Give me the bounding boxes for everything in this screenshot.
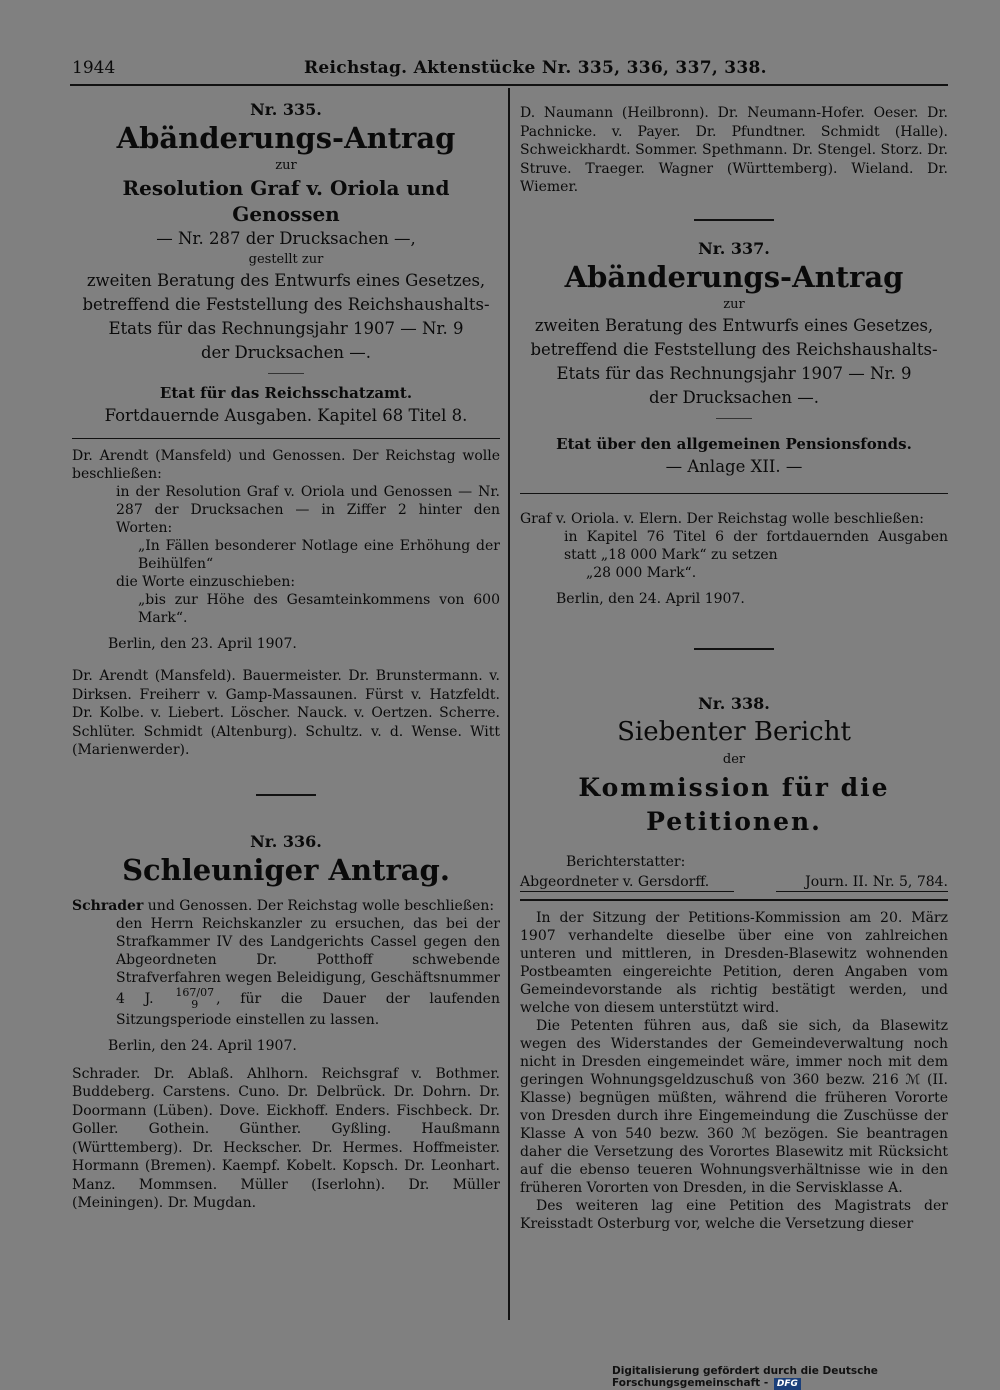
kommission-title: Kommission für die Petitionen. [578,772,890,836]
motion-date: Berlin, den 24. April 1907. [108,1037,297,1054]
reporter-line [520,853,948,893]
etat-subheading: Fortdauernde Ausgaben. Kapitel 68 Titel 8. [104,406,468,425]
page-number: 1944 [72,58,116,78]
report-paragraph-3: Des weiteren lag eine Petition des Magistrats der Kreisstadt Osterburg vor, welche die Versetzung dieser [520,1197,948,1232]
etat-heading: Etat über den allgemeinen Pensionsfonds. [556,434,912,453]
motion-body-2: , für die Dauer der laufenden Sitzungsperiode einstellen zu lassen. [116,990,500,1028]
fraction-denominator: 9 [191,997,199,1011]
section-divider [694,648,774,650]
section-rule [520,493,948,494]
motion-quote-1: „In Fällen besonderer Notlage eine Erhöhung der Beihülfen“ [138,538,500,572]
section-nr-336 [72,832,500,1213]
gestellt-label: gestellt zur [248,252,324,267]
section-divider [256,794,316,796]
motion-intro-rest: und Genossen. Der Reichstag wolle beschließen: [143,897,495,914]
right-column [520,104,948,1233]
running-title: Reichstag. Aktenstücke Nr. 335, 336, 337, 338. [304,58,767,78]
section-title: Abänderungs-Antrag [116,121,456,155]
reporter-label: Berichterstatter: [566,853,686,870]
section-nr-337 [520,239,948,608]
signatories: Dr. Arendt (Mansfeld). Bauermeister. Dr. Brunstermann. v. Dirksen. Freiherr v. Gamp-Massaunen. Fürst v. Hatzfeldt. Dr. Kolbe. v. Liebert. Löscher. Nauck. v. Oertzen. Scherre. Schlüter. Schmidt (Altenburg). Schultz. v. d. Wense. Witt (Marienwerder). [72,668,500,758]
running-header [72,58,952,84]
motion-date: Berlin, den 24. April 1907. [556,590,745,607]
motion-date: Berlin, den 23. April 1907. [108,636,297,652]
motion-text-1: in der Resolution Graf v. Oriola und Genossen — Nr. 287 der Drucksachen — in Ziffer 2 hinter den Worten: [116,484,500,536]
fraction-numerator: 167/07 [175,985,215,999]
beratung-line-4: der Drucksachen —. [649,387,819,407]
beratung-line-2: betreffend die Feststellung des Reichshaushalts- [82,295,490,314]
motion-text: in Kapitel 76 Titel 6 der fortdauernden Ausgaben statt „18 000 Mark“ zu setzen [564,528,948,563]
motion-intro: Dr. Arendt (Mansfeld) und Genossen. Der Reichstag wolle beschließen: [72,448,500,482]
motion-body [116,915,500,1029]
left-column [72,96,500,1213]
beratung-line-1: zweiten Beratung des Entwurfs eines Gesetzes, [534,315,934,335]
journal-underline [776,891,948,892]
beratung-line-3: Etats für das Rechnungsjahr 1907 — Nr. 9 [108,319,464,338]
section-nr-338 [520,694,948,1233]
zur-label: zur [723,296,745,312]
report-paragraph-2: Die Petenten führen aus, daß sie sich, da Blasewitz wegen des Widerstandes der Gemeindeverwaltung noch nicht in Dresden eingemeindet wäre, immer noch mit dem geringen Wohnungsgeldzuschuß von 360 bezw. 216 ℳ (II. Klasse) begnügen müßten, während die früheren Vororte von Dresden durch ihre Eingemeindung die Zuschüsse der Klasse A von 540 bezw. 360 ℳ bezögen. Sie beantragen daher die Versetzung des Vorortes Blasewitz mit Rücksicht auf die ebenso teueren Wohnungsverhältnisse wie in den früheren Vororten von Dresden, in die Servisklasse A. [520,1017,948,1196]
motion-quote: „28 000 Mark“. [586,564,697,581]
column-rule [508,88,510,1320]
beratung-line-2: betreffend die Feststellung des Reichshaushalts- [530,339,938,359]
section-rule [72,438,500,439]
etat-heading: Etat für das Reichsschatzamt. [159,384,413,402]
beratung-line-1: zweiten Beratung des Entwurfs eines Gesetzes, [86,271,486,290]
section-nr-335 [72,100,500,760]
section-number: Nr. 338. [698,693,770,713]
motion-text-2: die Worte einzuschieben: [116,574,296,590]
resolution-title: Resolution Graf v. Oriola und Genossen [122,176,450,226]
journal-number: Journ. II. Nr. 5, 784. [805,873,948,890]
drucksachen-ref: — Nr. 287 der Drucksachen —, [156,229,416,248]
anlage-label: — Anlage XII. — [665,456,803,476]
signatories: Schrader. Dr. Ablaß. Ahlhorn. Reichsgraf v. Bothmer. Buddeberg. Carstens. Cuno. Dr. Delbrück. Dr. Dohrn. Dr. Doormann (Lüben). Dove. Eickhoff. Enders. Fischbeck. Dr. Goller. Gothein. Günther. Gyßling. Haußmann (Württemberg). Dr. Heckscher. Dr. Hermes. Hoffmeister. Hormann (Bremen). Kaempf. Kobelt. Kopsch. Dr. Leonhart. Manz. Mommsen. Müller (Iserlohn). Dr. Müller (Meiningen). Dr. Mugdan. [72,1065,500,1211]
report-paragraph-1: In der Sitzung der Petitions-Kommission am 20. März 1907 verhandelte dieselbe über eine von zahlreichen unteren und mittleren, in Dresden-Blasewitz wohnenden Postbeamten eingereichte Petition, deren Angaben vom Gemeindevorstande als richtig bestätigt werden, und welche von diesem unterstützt wird. [520,909,948,1016]
der-label: der [722,751,746,767]
motion-body-1: den Herrn Reichskanzler zu ersuchen, das bei der Strafkammer IV des Landgerichts Cassel gegen den Abgeordneten Dr. Potthoff schwebende Strafverfahren wegen Beleidigung, Geschäftsnummer 4 J. [116,915,500,1007]
motion-intro-name: Schrader [72,897,144,914]
beratung-line-3: Etats für das Rechnungsjahr 1907 — Nr. 9 [556,363,912,383]
reporter-underline [520,891,734,892]
motion-intro [72,897,500,915]
short-divider [716,418,752,419]
header-rule [70,84,948,86]
dfg-footer [612,1365,1000,1390]
beratung-line-4: der Drucksachen —. [201,343,371,362]
reporter-name: Abgeordneter v. Gersdorff. [520,873,710,890]
short-divider [268,373,304,374]
section-title: Schleuniger Antrag. [122,852,450,887]
footer-text: Digitalisierung gefördert durch die Deutsche Forschungsgemeinschaft - [612,1365,878,1389]
motion-intro: Graf v. Oriola. v. Elern. Der Reichstag wolle beschließen: [520,510,924,527]
motion-quote-2: „bis zur Höhe des Gesamteinkommens von 600 Mark“. [138,592,500,626]
section-number: Nr. 336. [250,831,322,851]
section-title: Abänderungs-Antrag [564,259,904,294]
section-number: Nr. 337. [698,238,770,258]
dfg-logo-icon: DFG [774,1378,801,1390]
report-rule [520,899,948,901]
section-divider [694,219,774,221]
signatories-continued: D. Naumann (Heilbronn). Dr. Neumann-Hofer. Oeser. Dr. Pachnicke. v. Payer. Dr. Pfundtner. Schmidt (Halle). Schweickhardt. Sommer. Spethmann. Dr. Stengel. Storz. Dr. Struve. Traeger. Wagner (Württemberg). Wieland. Dr. Wiemer. [520,105,948,195]
section-title: Siebenter Bericht [617,716,851,747]
zur-label: zur [275,158,297,173]
section-number: Nr. 335. [250,100,322,119]
geschaeftsnummer-fraction [175,987,214,1011]
